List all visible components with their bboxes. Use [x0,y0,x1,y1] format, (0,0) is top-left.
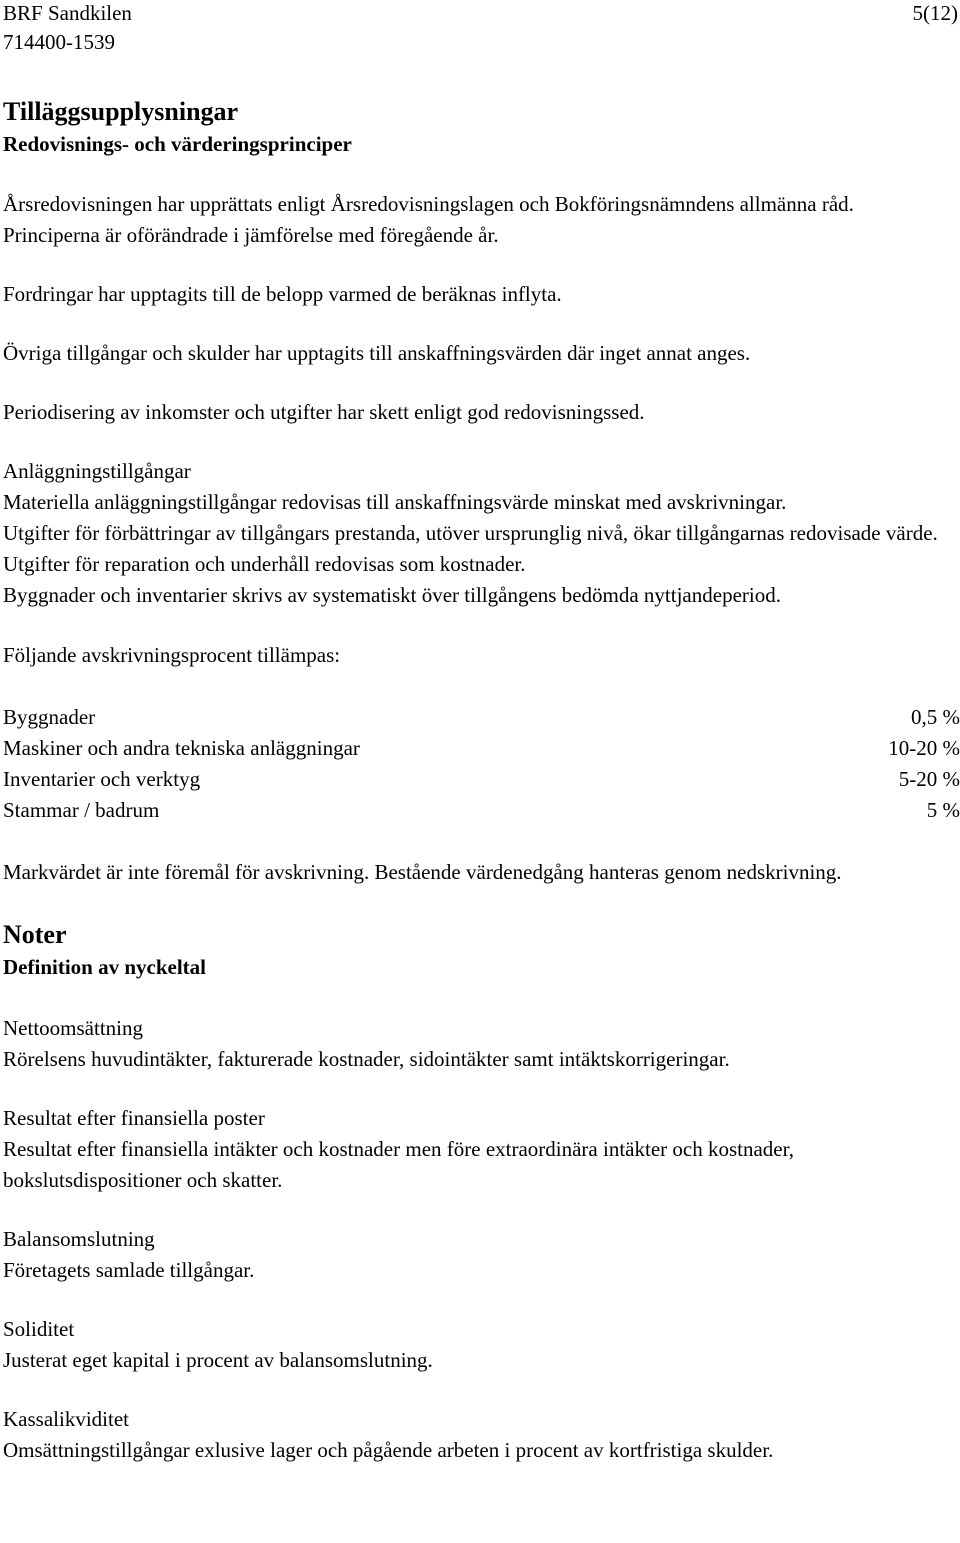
rate-label: Inventarier och verktyg [3,767,201,791]
definition-term: Balansomslutning [3,1227,155,1251]
definition-text: Företagets samlade tillgångar. [3,1258,255,1282]
receivables-text: Fordringar har upptagits till de belopp varmed de beräknas inflyta. [3,282,562,306]
definition-text: Omsättningstillgångar exlusive lager och pågående arbeten i procent av kortfristiga skulder. [3,1438,774,1462]
improvements-text: Utgifter för förbättringar av tillgångars prestanda, utöver ursprunglig nivå, ökar tillgångarnas redovisade värde. Utgifter för reparation och underhåll redovisas som kostnader. [3,521,938,576]
assets-valuation-text: Materiella anläggningstillgångar redovisas till anskaffningsvärde minskat med avskrivningar. [3,490,787,514]
document-page [3,0,958,1466]
rate-value: 5 % [926,798,960,822]
principles-unchanged: Principerna är oförändrade i jämförelse med föregående år. [3,223,499,247]
definition-text: Rörelsens huvudintäkter, fakturerade kostnader, sidointäkter samt intäktskorrigeringar. [3,1047,730,1071]
definition-item [3,1103,958,1196]
rate-row [3,702,960,733]
notes-subtitle: Definition av nyckeltal [3,955,206,979]
definition-item [3,1314,958,1376]
section-title: Tilläggsupplysningar [3,97,239,126]
rates-intro: Följande avskrivningsprocent tillämpas: [3,643,341,667]
definition-item [3,1404,958,1466]
rate-value: 0,5 % [911,705,960,729]
principles-paragraph: Årsredovisningen har upprättats enligt Årsredovisningslagen och Bokföringsnämndens allmänna råd. [3,192,854,216]
page-number: 5(12) [912,1,958,25]
depreciation-text: Byggnader och inventarier skrivs av systematiskt över tillgångens bedömda nyttjandeperiod. [3,583,781,607]
org-number: 714400-1539 [3,30,115,54]
rate-label: Stammar / badrum [3,798,160,822]
rate-value: 5-20 % [898,767,960,791]
rate-row [3,795,960,826]
definition-term: Kassalikviditet [3,1407,129,1431]
definition-term: Nettoomsättning [3,1016,143,1040]
rate-row [3,764,960,795]
definition-item [3,1224,958,1286]
other-assets-text: Övriga tillgångar och skulder har upptagits till anskaffningsvärden där inget annat anges. [3,341,751,365]
notes-title: Noter [3,920,67,949]
definition-text: Justerat eget kapital i procent av balansomslutning. [3,1348,433,1372]
definition-item [3,1013,958,1075]
definition-term: Resultat efter finansiella poster [3,1106,265,1130]
accrual-text: Periodisering av inkomster och utgifter har skett enligt god redovisningssed. [3,400,645,424]
company-name: BRF Sandkilen [3,1,132,25]
land-value-note: Markvärdet är inte föremål för avskrivning. Bestående värdenedgång hanteras genom nedskrivning. [3,860,842,884]
definition-term: Soliditet [3,1317,75,1341]
depreciation-rates-table [3,702,960,826]
page-header [3,0,958,27]
rate-row [3,733,960,764]
rate-label: Maskiner och andra tekniska anläggningar [3,736,360,760]
section-subtitle: Redovisnings- och värderingsprinciper [3,132,352,156]
rate-label: Byggnader [3,705,96,729]
assets-heading: Anläggningstillgångar [3,459,191,483]
rate-value: 10-20 % [888,736,960,760]
definition-text: Resultat efter finansiella intäkter och kostnader men före extraordinära intäkter och kostnader, bokslutsdispositioner och skatter. [3,1137,795,1192]
